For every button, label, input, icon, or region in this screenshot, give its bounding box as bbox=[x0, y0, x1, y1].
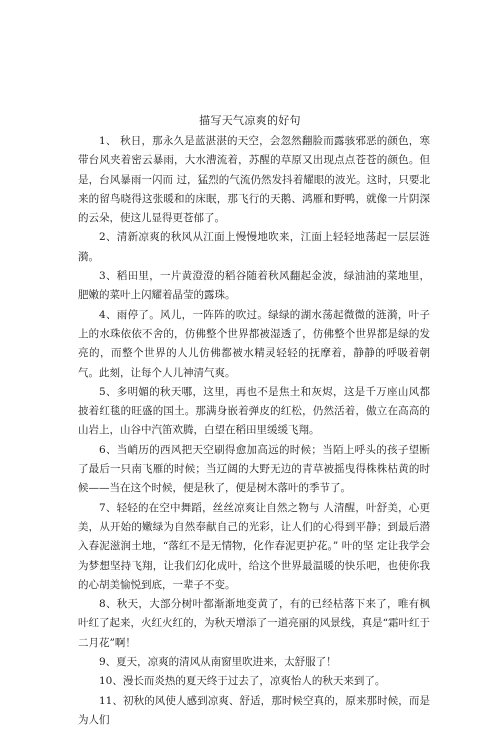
paragraph: 10、漫长而炎热的夏天终于过去了，凉爽怡人的秋天来到了。 bbox=[99, 675, 386, 688]
paragraph: 1、 秋日，那永久是蓝湛湛的天空，会忽然翻脸而露骇邪恶的颜色，寒带台风夹着密云暴雨，大水漕流着，苏醒的草原又出现点点苍苍的颜色。但是，台风暴雨一闪而 过，猛烈的气流仍然发抖着耀眼的波光。这时，只要北来的留鸟晓得这张暖和的床眠，那飞行的天鹅、鸿雁和野鸭，就像一片阴深的云朵，使这儿显得更苍郁了。 bbox=[78, 135, 430, 225]
paragraph: 8、秋天，大部分树叶都渐渐地变黄了，有的已经枯落下来了，唯有枫叶红了起来，火红火红的，为秋天增添了一道亮丽的风景线，真是“霜叶红于二月花”啊！ bbox=[78, 598, 430, 649]
document-title: 描写天气凉爽的好句 bbox=[199, 114, 301, 127]
paragraph: 6、当峭历的西风把天空刷得愈加高远的时候；当陌上呼头的孩子望断了最后一只南飞雁的时候；当辽阔的大野无边的青草被摇曳得株株枯黄的时候——当在这个时候，便是秋了，便是树木落叶的季节了。 bbox=[78, 443, 430, 495]
paragraph: 5、多明媚的秋天哪，这里，再也不是焦土和灰烬，这是千万座山风都披着红毯的旺盛的国土。那满身嵌着弹皮的红松，仍然活着，傲立在高高的山岩上，山谷中汽笛欢腾，白望在稻田里缓缓飞翔。 bbox=[78, 385, 430, 437]
paragraph: 4、雨停了。风儿，一阵阵的吹过。绿绿的湖水荡起微微的涟漪，叶子上的水珠依依不舍的，仿佛整个世界都被湿透了，仿佛整个世界都是绿的发亮的，而整个世界的人儿仿佛都被水精灵轻轻的抚摩着，静静的呼吸着朝气。此刻，让每个人儿神清气爽。 bbox=[78, 308, 430, 379]
document-body bbox=[78, 132, 430, 730]
paragraph: 9、夏天，凉爽的清风从南窗里吹进来，太舒服了！ bbox=[99, 656, 337, 669]
paragraph: 7、轻轻的在空中舞蹈，丝丝凉爽让自然之物与 人清醒，叶舒美，心更美，从开始的嫩绿为自然奉献自己的光彩，让人们的心得到平静；到最后潜入春泥滋润土地，“落红不是无情物，化作春泥更护花。” 叶的坚 定让我学会为梦想坚持飞翔，让我们幻化成叶，给这个世界最温暖的快乐吧，也使你我的心胡美愉悦到底，一辈子不变。 bbox=[78, 501, 430, 591]
paragraph: 2、清新凉爽的秋风从江面上慢慢地吹来，江面上轻轻地荡起一层层涟漪。 bbox=[78, 231, 430, 263]
paragraph: 11、初秋的风使人感到凉爽、舒适，那时候空真的，原来那时候，而是为人们 bbox=[78, 694, 430, 726]
paragraph: 3、稻田里，一片黄澄澄的稻谷随着秋风翻起金波，绿油油的菜地里，肥嫩的菜叶上闪耀着晶莹的露珠。 bbox=[78, 270, 430, 302]
